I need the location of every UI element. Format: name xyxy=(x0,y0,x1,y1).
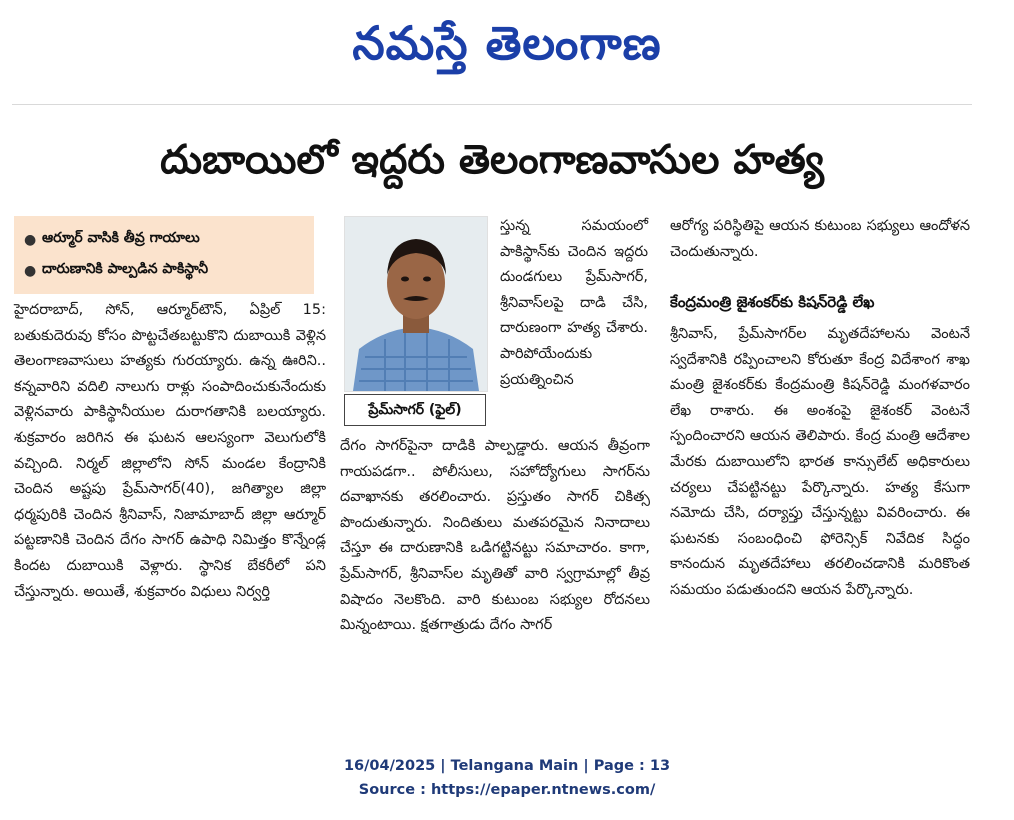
article-column-2-top xyxy=(500,214,648,393)
person-photo xyxy=(344,216,488,392)
highlight-text: ఆర్మూర్ వాసికి తీవ్ర గాయాలు xyxy=(42,230,200,246)
masthead-divider xyxy=(12,104,972,105)
body-text: హైదరాబాద్, సోన్, ఆర్మూర్‌టౌన్, ఏప్రిల్ 15: బతుకుదెరువు కోసం పొట్టచేతబట్టుకొని దుబాయికి వెళ్లిన తెలంగాణవాసులు హత్యకు గురయ్యారు. ఉన్న ఊరిని.. కన్నవారిని వదిలి నాలుగు రాళ్లు సంపాదించుకునేందుకు వెళ్లినవారు పాకిస్థానీయుల దురాగతానికి బలయ్యారు. శుక్రవారం జరిగిన ఈ ఘటన ఆలస్యంగా వెలుగులోకి వచ్చింది. నిర్మల్ జిల్లాలోని సోన్ మండల కేంద్రానికి చెందిన అష్టపు ప్రేమ్‌సాగర్(40), జగిత్యాల జిల్లా ధర్మపురికి చెందిన శ్రీనివాస్, నిజామాబాద్ జిల్లా ఆర్మూర్ పట్టణానికి చెందిన దేగం సాగర్ ఉపాధి నిమిత్తం కొన్నేండ్ల కిందట దుబాయికి వెళ్లారు. స్థానిక బేకరీలో పని చేస్తున్నారు. అయితే, శుక్రవారం విధులు నిర్వర్తి xyxy=(14,302,326,600)
article-headline: దుబాయిలో ఇద్దరు తెలంగాణవాసుల హత్య xyxy=(160,137,824,183)
footer-date-line: 16/04/2025 | Telangana Main | Page : 13 xyxy=(343,758,671,774)
article-subheading: కేంద్రమంత్రి జైశంకర్‌కు కిషన్‌రెడ్డి లేఖ xyxy=(670,293,875,311)
highlight-text: దారుణానికి పాల్పడిన పాకిస్థానీ xyxy=(42,261,209,277)
body-text: ఆరోగ్య పరిస్థితిపై ఆయన కుటుంబ సభ్యులు ఆందోళన చెందుతున్నారు. xyxy=(670,218,970,260)
article-column-3-bottom xyxy=(670,322,970,604)
body-text: స్తున్న సమయంలో పాకిస్థాన్‌కు చెందిన ఇద్దరు దుండగులు ప్రేమ్‌సాగర్, శ్రీనివాస్‌లపై దాడి చేసి, దారుణంగా హత్య చేశారు. పారిపోయేందుకు ప్రయత్నించిన xyxy=(500,218,648,388)
bullet-icon: ● xyxy=(24,262,37,279)
highlight-item xyxy=(24,255,314,286)
highlights-box xyxy=(14,216,314,294)
footer-source-link[interactable]: Source : https://epaper.ntnews.com/ xyxy=(358,782,656,798)
highlight-item xyxy=(24,224,314,255)
bullet-icon: ● xyxy=(24,231,37,248)
newspaper-masthead: నమస్తే తెలంగాణ xyxy=(352,16,662,70)
photo-caption: ప్రేమ్‌సాగర్ (ఫైల్) xyxy=(344,394,486,426)
article-column-1 xyxy=(14,298,326,605)
article-column-3-top xyxy=(670,214,970,265)
body-text: దేగం సాగర్‌పైనా దాడికి పాల్పడ్డారు. ఆయన తీవ్రంగా గాయపడగా.. పోలీసులు, సహోద్యోగులు సాగర్‌ను దవాఖానకు తరలించారు. ప్రస్తుతం సాగర్ చికిత్స పొందుతున్నారు. నిందితులు మతపరమైన నినాదాలు చేస్తూ ఈ దారుణానికి ఒడిగట్టినట్టు సమాచారం. కాగా, ప్రేమ్‌సాగర్, శ్రీనివాస్‌ల మృతితో వారి స్వగ్రామాల్లో తీవ్ర విషాదం నెలకొంది. వారి కుటుంబ సభ్యుల రోదనలు మిన్నంటాయి. క్షతగాత్రుడు దేగం సాగర్ xyxy=(340,438,650,634)
article-column-2-bottom xyxy=(340,434,650,639)
body-text: శ్రీనివాస్, ప్రేమ్‌సాగర్‌ల మృతదేహాలను వెంటనే స్వదేశానికి రప్పించాలని కోరుతూ కేంద్ర విదేశాంగ శాఖ మంత్రి జైశంకర్‌కు కేంద్రమంత్రి కిషన్‌రెడ్డి మంగళవారం లేఖ రాశారు. ఈ అంశంపై జైశంకర్ వెంటనే స్పందించారని ఆయన తెలిపారు. కేంద్ర మంత్రి ఆదేశాల మేరకు దుబాయిలోని భారత కాన్సులేట్ అధికారులు చర్యలు చేపట్టినట్టు పేర్కొన్నారు. హత్య కేసుగా నమోదు చేసి, దర్యాప్తు చేస్తున్నట్టు వివరించారు. ఈ ఘటనకు సంబంధించి ఫోరెన్సిక్ నివేదిక సిద్ధం కానందున మృతదేహాలు తరలించడానికి మరికొంత సమయం పడుతుందని ఆయన పేర్కొన్నారు. xyxy=(670,326,970,598)
